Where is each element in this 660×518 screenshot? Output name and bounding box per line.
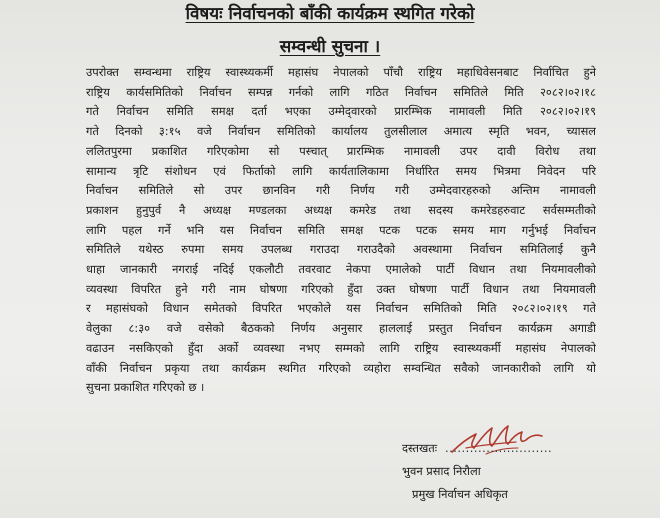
notice-line: प्रकाशन हुनुपुर्व नै अध्यक्ष मण्डलका अध्यक्ष कमरेड तथा सदस्य कमरेडहरुवाट सर्वसम्मतीको bbox=[86, 202, 596, 217]
notice-line: वढाउन नसकिएको हुँदा अर्को व्यवस्था नभए सम्मको लागि राष्ट्रिय स्वास्थ्यकर्मी महासंघ नेपालको bbox=[86, 340, 596, 355]
notice-body bbox=[86, 63, 596, 398]
notice-line: निर्वाचन समितिले सो उपर छानविन गरी निर्णय गरी उम्मेदवारहरुको अन्तिम नामावली bbox=[86, 183, 596, 198]
notice-line: सामान्य त्रृटि संशोधन एवं फिर्ताको लागि कार्यतालिकामा निर्धारित समय भित्रमा निवेदन परि bbox=[86, 163, 596, 178]
notice-line: सुचना प्रकाशित गरिएको छ । bbox=[86, 380, 205, 395]
notice-line: धाहा जानकारी नगराई नदिई एकलौटी तवरवाट नेकपा एमालेको पार्टी विधान तथा नियमावलीको bbox=[86, 262, 596, 277]
notice-line: राष्ट्रिय कार्यसमितिको निर्वाचन सम्पन्न गर्नको लागि गठित निर्वाचन समितिले मिति २०८२।०२।१८ bbox=[86, 84, 596, 99]
notice-line: गते दिनको ३:१५ वजे निर्वाचन समितिको कार्यालय तुलसीलाल अमात्य स्मृति भवन, च्यासल bbox=[86, 124, 596, 139]
signature-line: .......................... bbox=[445, 441, 553, 455]
notice-line: वेलुका ८:३० वजे वसेको बैठकको निर्णय अनुसार हाललाई प्रस्तुत निर्वाचन कार्यक्रम अगाडी bbox=[86, 321, 596, 336]
signature-label: दस्तखतः bbox=[402, 441, 438, 455]
signatory-name: भुवन प्रसाद निरौला bbox=[402, 464, 481, 478]
notice-line: र महासंघको विधान समेतको विपरित भएकोले यस निर्वाचन समितिको मिति २०८२।०२।१९ गते bbox=[86, 301, 596, 316]
notice-line: उपरोक्त सम्वन्धमा राष्ट्रिय स्वास्थ्यकर्मी महासंघ नेपालको पाँचौ राष्ट्रिय महाधिवेसनबाट निर्वाचित हुने bbox=[86, 65, 596, 79]
notice-line: गते निर्वाचन समिति समक्ष दर्ता भएका उम्मेद्‌वारको प्रारम्भिक नामावली मिति २०८२।०२।१९ bbox=[86, 104, 596, 119]
notice-line: व्यवस्था विपरित हुने गरी नाम घोषणा गरिएको हुँदा उक्त घोषणा पार्टी विधान तथा नियमावली bbox=[86, 281, 596, 296]
notice-line: लागि पहल गर्ने भनि यस निर्वाचन समिति समक्ष पटक पटक समय माग गर्नुभई निर्वाचन bbox=[86, 222, 596, 237]
notice-line: वाँकी निर्वाचन प्रकृया तथा कार्यक्रम स्थगित गरिएको व्यहोरा सम्वन्धित सवैको जानकारीको लागि यो bbox=[86, 360, 596, 375]
notice-subject: विषयः निर्वाचनको बाँकी कार्यक्रम स्थगित गरेको bbox=[185, 4, 475, 24]
notice-line: समितिले यथेस्ठ रुपमा समय उपलब्ध गराउदा गराउदैको अवस्थामा निर्वाचन समितिलाई कुनै bbox=[86, 242, 596, 257]
notice-line: ललितपुरमा प्रकाशित गरिएकोमा सो पस्चात् प्रारम्भिक नामावली उपर दावी विरोध तथा bbox=[86, 143, 596, 158]
signature-block bbox=[402, 438, 652, 518]
notice-subtitle: सम्वन्धी सुचना । bbox=[279, 37, 381, 57]
signatory-role: प्रमुख निर्वाचन अधिकृत bbox=[412, 487, 508, 501]
